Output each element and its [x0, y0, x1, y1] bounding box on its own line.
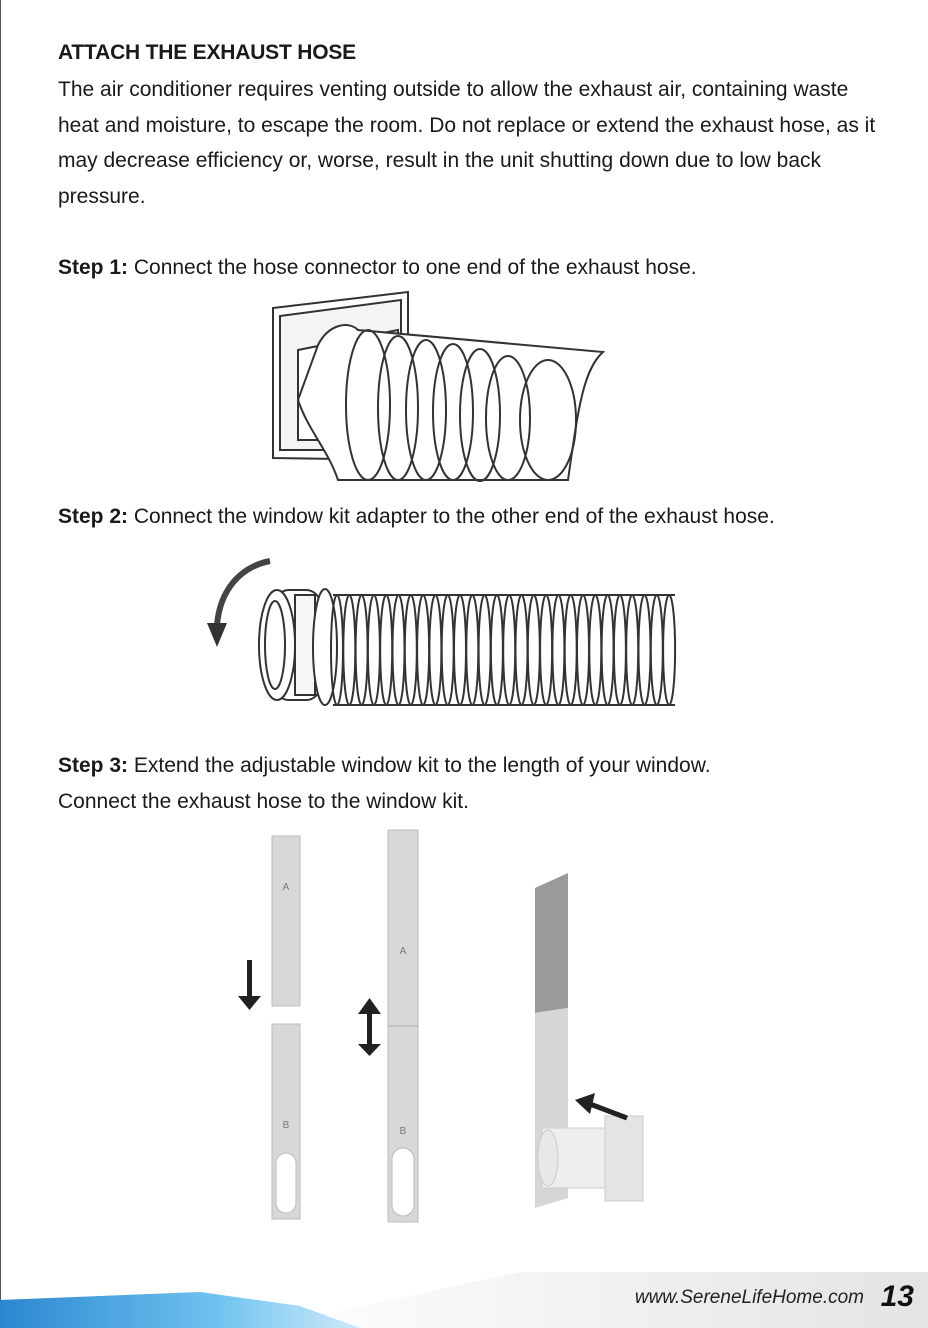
- hose-coil: [503, 595, 515, 705]
- hose-coil: [552, 595, 564, 705]
- hose-coil: [405, 595, 417, 705]
- step-3-label: Step 3:: [58, 754, 129, 777]
- hose-coil: [626, 595, 638, 705]
- step-1: [58, 250, 888, 286]
- hose-coil: [589, 595, 601, 705]
- page-left-border: [0, 0, 1, 1328]
- step-1-text: Connect the hose connector to one end of the exhaust hose.: [128, 256, 697, 279]
- arrow-down-icon: [238, 960, 261, 1010]
- step-1-label: Step 1:: [58, 256, 129, 279]
- hose-connector-illustration: [268, 290, 628, 490]
- rotate-arrow-icon: [207, 623, 227, 647]
- hose-coil: [651, 595, 663, 705]
- hose-coil: [466, 595, 478, 705]
- hose-coil: [380, 595, 392, 705]
- section-heading: ATTACH THE EXHAUST HOSE: [58, 41, 356, 64]
- hose-coil: [393, 595, 405, 705]
- window-adapter-illustration: [205, 555, 690, 720]
- panel-label-b: B: [282, 1120, 290, 1131]
- arrow-pointer-icon: [575, 1093, 627, 1118]
- hose-coil: [602, 595, 614, 705]
- hose-coil: [454, 595, 466, 705]
- hose-coil: [442, 595, 454, 705]
- intro-paragraph: The air conditioner requires venting outside to allow the exhaust air, containing waste heat and moisture, to escape the room. Do not replace or extend the exhaust hose, as it may decrease efficiency or, worse, result in the unit shutting down due to low back pressure.: [58, 78, 876, 208]
- hose-coil: [516, 595, 528, 705]
- step-2-text: Connect the window kit adapter to the other end of the exhaust hose.: [128, 505, 775, 528]
- panel-label-b-combined: B: [399, 1126, 407, 1137]
- step-3-text: Extend the adjustable window kit to the length of your window.: [128, 754, 711, 777]
- panel-label-a: A: [282, 882, 290, 893]
- window-kit-illustration: [230, 828, 650, 1228]
- footer-website: www.SereneLifeHome.com: [634, 1287, 864, 1308]
- hose-coil: [356, 595, 368, 705]
- step-3-text-line2: Connect the exhaust hose to the window kit.: [58, 789, 469, 813]
- step-2: [58, 499, 888, 535]
- hose-coil: [429, 595, 441, 705]
- hose-coil: [577, 595, 589, 705]
- panel-label-a-combined: A: [399, 946, 407, 957]
- step-3: [58, 748, 888, 819]
- hose-coil: [565, 595, 577, 705]
- hose-coil: [540, 595, 552, 705]
- arrow-up-down-icon: [358, 998, 381, 1056]
- hose-coil: [614, 595, 626, 705]
- step-2-label: Step 2:: [58, 505, 129, 528]
- exhaust-hose-coils: [331, 595, 675, 705]
- hose-coil: [491, 595, 503, 705]
- hose-coil: [639, 595, 651, 705]
- hose-coil: [479, 595, 491, 705]
- hose-coil: [417, 595, 429, 705]
- hose-coil: [368, 595, 380, 705]
- hose-coil: [663, 595, 675, 705]
- page-number: 13: [880, 1280, 914, 1313]
- intro-section: [58, 38, 888, 214]
- hose-coil: [343, 595, 355, 705]
- hose-coil: [528, 595, 540, 705]
